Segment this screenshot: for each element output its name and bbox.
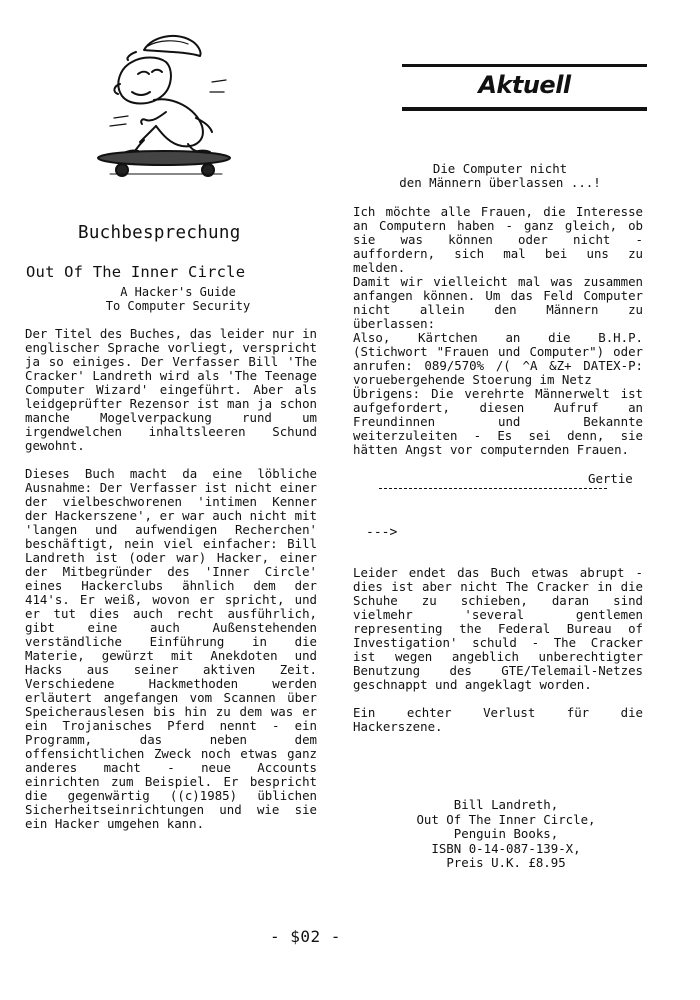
review-paragraph: Leider endet das Buch etwas abrupt - dies ist aber nicht The Cracker in die Schuhe zu schieben, daran sind vielmehr 'several gentlemen representing the Federal Bureau of Investigation' schuld - The Cracker ist wegen angeblich unberechtigter Benutzung des GTE/Telemail-Netzes geschnappt und angeklagt worden. — [353, 565, 643, 692]
review-paragraph: Der Titel des Buches, das leider nur in englischer Sprache vorliegt, verspricht ja so einiges. Der Verfasser Bill 'The Cracker' Landreth wird als 'The Teenage Computer Wizard' eingeführt. Aber als leidgeprüfter Rezensor ist man ja schon manche Mogelverpackung rund um irgendwelchen inhaltsleeren Schund gewohnt. — [25, 326, 317, 453]
article-paragraph: Ich möchte alle Frauen, die Interesse an Computern haben - ganz gleich, ob sie was können oder nicht - auffordern, sich mal bei uns zu melden. — [353, 204, 643, 275]
review-continuation-column — [353, 566, 643, 734]
review-text-column — [25, 327, 317, 831]
author-signature: Gertie — [588, 471, 633, 486]
aktuell-banner — [402, 62, 647, 114]
bibliography-block — [386, 798, 626, 871]
book-title: Out Of The Inner Circle — [26, 263, 246, 281]
page-number: - $02 - — [270, 927, 341, 946]
bibliography-line: ISBN 0-14-087-139-X, — [431, 840, 581, 856]
bibliography-line: Out Of The Inner Circle, — [416, 811, 596, 827]
banner-label: Aktuell — [478, 71, 571, 99]
book-subtitle — [78, 285, 278, 313]
bibliography-line: Preis U.K. £8.95 — [446, 855, 566, 870]
article-headline-line: Die Computer nicht — [432, 161, 568, 176]
bibliography-line: Penguin Books, — [453, 826, 559, 841]
review-paragraph: Dieses Buch macht da eine löbliche Ausnahme: Der Verfasser ist nicht einer der vielbeschworenen 'intimen Kenner der Hackerszene', er war auch nicht mit 'langen und aufwendigen Recherchen' beschäftigt, nein viel einfacher: Bill Landreth ist (oder war) Hacker, einer der Mitbegründer des 'Inner Circle' eines Hackerclubs ähnlich dem der 414's. Er weiß, wovon er spricht, und er tut dies auch recht ausführlich, gibt eine auch Außenstehenden verständliche Einführung in die Materie, gewürzt mit Anekdoten und Hacks aus seiner aktiven Zeit. Verschiedene Hackmethoden werden erläutert angefangen vom Scannen über Speicherauslesen bis hin zu dem was er ein Trojanisches Pferd nennt - ein Programm, das neben dem offensichtlichen Zweck noch etwas ganz anderes macht - neue Accounts einrichten zum Beispiel. Er bespricht die gegenwärtig ((c)1985) üblichen Sicherheitseinrichtungen und wie sie ein Hacker umgehen kann. — [25, 466, 317, 831]
book-subtitle-line: A Hacker's Guide — [120, 285, 236, 299]
review-paragraph: Ein echter Verlust für die Hackerszene. — [353, 705, 643, 734]
bibliography-line: Bill Landreth, — [453, 797, 559, 812]
article-headline — [355, 162, 645, 190]
article-paragraph: Damit wir vielleicht mal was zusammen anfangen können. Um das Feld Computer nicht allein den Männern zu überlassen: — [353, 274, 643, 331]
article-text-column — [353, 205, 643, 457]
article-paragraph: Übrigens: Die verehrte Männerwelt ist aufgefordert, diesen Aufruf an Freundinnen und Bekannte weiterzuleiten - Es sei denn, sie hätten Angst vor computernden Frauen. — [353, 386, 643, 457]
continuation-arrow: ---> — [366, 525, 398, 540]
article-headline-line: den Männern überlassen ...! — [399, 175, 601, 190]
section-heading: Buchbesprechung — [78, 223, 241, 243]
book-subtitle-line: To Computer Security — [105, 299, 251, 313]
article-paragraph: Also, Kärtchen an die B.H.P. (Stichwort "Frauen und Computer") oder anrufen: 089/570% /( ^A &Z+ DATEX-P: voruebergehende Stoerung im Netz — [353, 330, 643, 387]
section-divider — [379, 488, 607, 489]
banner-rule-bottom — [402, 107, 647, 111]
banner-rule-top — [402, 64, 647, 67]
cartoon-skateboarder-illustration — [92, 22, 232, 182]
